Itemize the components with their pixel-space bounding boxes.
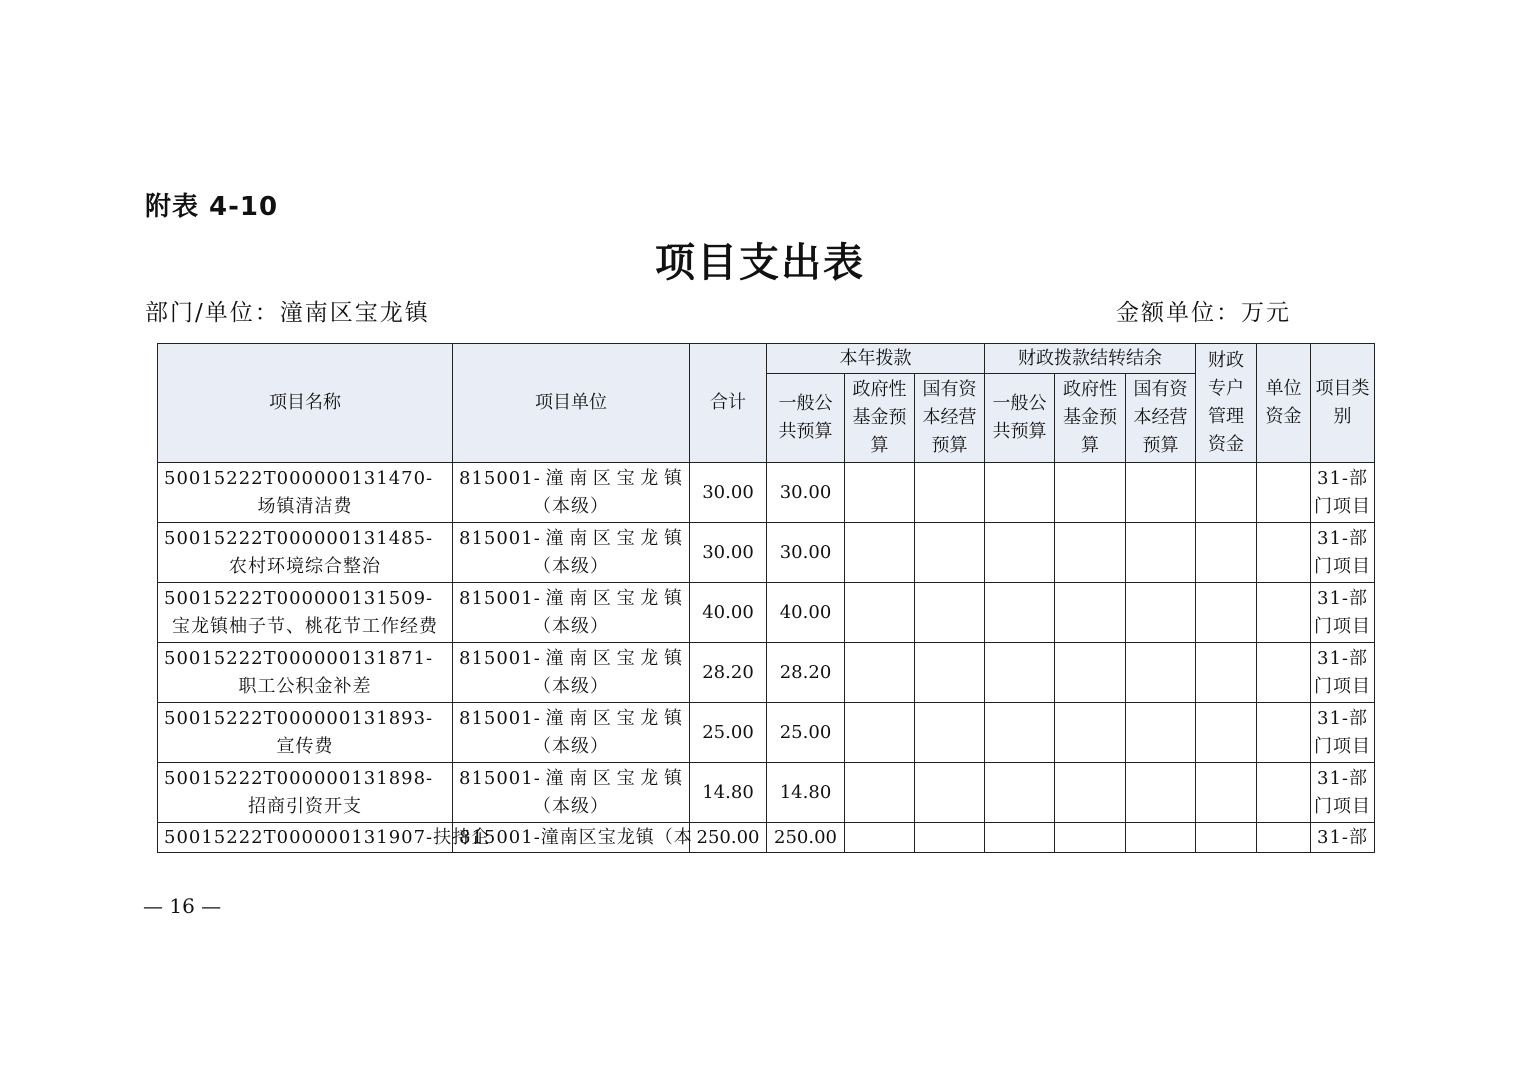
cell-total: 30.00 bbox=[690, 523, 767, 583]
table-row bbox=[158, 703, 1375, 763]
header-project-unit: 项目单位 bbox=[453, 344, 690, 463]
cell-category: 31-部门项目 bbox=[1311, 763, 1375, 823]
header-carryover-gov-fund: 政府性基金预算 bbox=[1055, 374, 1126, 463]
cell-current-general: 40.00 bbox=[767, 583, 845, 643]
amount-unit-label: 金额单位：万元 bbox=[1116, 300, 1291, 326]
cell-category: 31-部门项目 bbox=[1311, 583, 1375, 643]
department-label: 部门/单位：潼南区宝龙镇 bbox=[145, 300, 430, 326]
cell-project-name: 50015222T000000131470-场镇清洁费 bbox=[158, 463, 453, 523]
header-special-account: 财政专户管理资金 bbox=[1196, 344, 1257, 463]
header-current-state-capital: 国有资本经营预算 bbox=[915, 374, 985, 463]
cell-project-unit: 815001-潼南区宝龙镇（本级） bbox=[453, 523, 690, 583]
header-current-gov-fund: 政府性基金预算 bbox=[845, 374, 915, 463]
cell-total: 25.00 bbox=[690, 703, 767, 763]
cell-project-unit: 815001-潼南区宝龙镇（本级） bbox=[453, 583, 690, 643]
cell-project-name: 50015222T000000131485-农村环境综合整治 bbox=[158, 523, 453, 583]
cell-project-unit: 815001-潼南区宝龙镇（本级） bbox=[453, 703, 690, 763]
cell-current-general: 28.20 bbox=[767, 643, 845, 703]
cell-current-general: 250.00 bbox=[767, 823, 845, 853]
cell-project-unit: 815001-潼南区宝龙镇（本级） bbox=[453, 643, 690, 703]
cell-project-unit: 815001-潼南区宝龙镇（本级） bbox=[453, 463, 690, 523]
table-row bbox=[158, 523, 1375, 583]
table-row bbox=[158, 823, 1375, 853]
cell-total: 250.00 bbox=[690, 823, 767, 853]
cell-current-general: 25.00 bbox=[767, 703, 845, 763]
page-number: — 16 — bbox=[143, 894, 222, 918]
cell-project-name: 50015222T000000131893-宣传费 bbox=[158, 703, 453, 763]
table-row bbox=[158, 463, 1375, 523]
header-unit-funds: 单位资金 bbox=[1257, 344, 1311, 463]
annex-label: 附表 4-10 bbox=[145, 192, 279, 222]
cell-current-general: 30.00 bbox=[767, 523, 845, 583]
project-expenditure-table bbox=[157, 343, 1375, 853]
cell-total: 30.00 bbox=[690, 463, 767, 523]
header-carryover-state-capital: 国有资本经营预算 bbox=[1126, 374, 1196, 463]
cell-project-name: 50015222T000000131907-扶持企 bbox=[158, 823, 453, 853]
cell-current-general: 14.80 bbox=[767, 763, 845, 823]
cell-category: 31-部门项目 bbox=[1311, 523, 1375, 583]
header-current-general: 一般公共预算 bbox=[767, 374, 845, 463]
page-title: 项目支出表 bbox=[655, 239, 865, 286]
cell-project-unit: 815001-潼南区宝龙镇（本级） bbox=[453, 763, 690, 823]
cell-project-name: 50015222T000000131509-宝龙镇柚子节、桃花节工作经费 bbox=[158, 583, 453, 643]
cell-category: 31-部门项目 bbox=[1311, 463, 1375, 523]
cell-project-unit: 815001-潼南区宝龙镇（本 bbox=[453, 823, 690, 853]
cell-current-general: 30.00 bbox=[767, 463, 845, 523]
cell-project-name: 50015222T000000131871-职工公积金补差 bbox=[158, 643, 453, 703]
cell-category: 31-部 bbox=[1311, 823, 1375, 853]
header-carryover-general: 一般公共预算 bbox=[985, 374, 1055, 463]
header-group-current-year: 本年拨款 bbox=[767, 344, 985, 374]
table-row bbox=[158, 763, 1375, 823]
header-category: 项目类别 bbox=[1311, 344, 1375, 463]
cell-category: 31-部门项目 bbox=[1311, 703, 1375, 763]
cell-total: 28.20 bbox=[690, 643, 767, 703]
cell-total: 14.80 bbox=[690, 763, 767, 823]
cell-project-name: 50015222T000000131898-招商引资开支 bbox=[158, 763, 453, 823]
cell-category: 31-部门项目 bbox=[1311, 643, 1375, 703]
header-group-carryover: 财政拨款结转结余 bbox=[985, 344, 1196, 374]
header-total: 合计 bbox=[690, 344, 767, 463]
table-row bbox=[158, 643, 1375, 703]
cell-total: 40.00 bbox=[690, 583, 767, 643]
header-project-name: 项目名称 bbox=[158, 344, 453, 463]
table-row bbox=[158, 583, 1375, 643]
